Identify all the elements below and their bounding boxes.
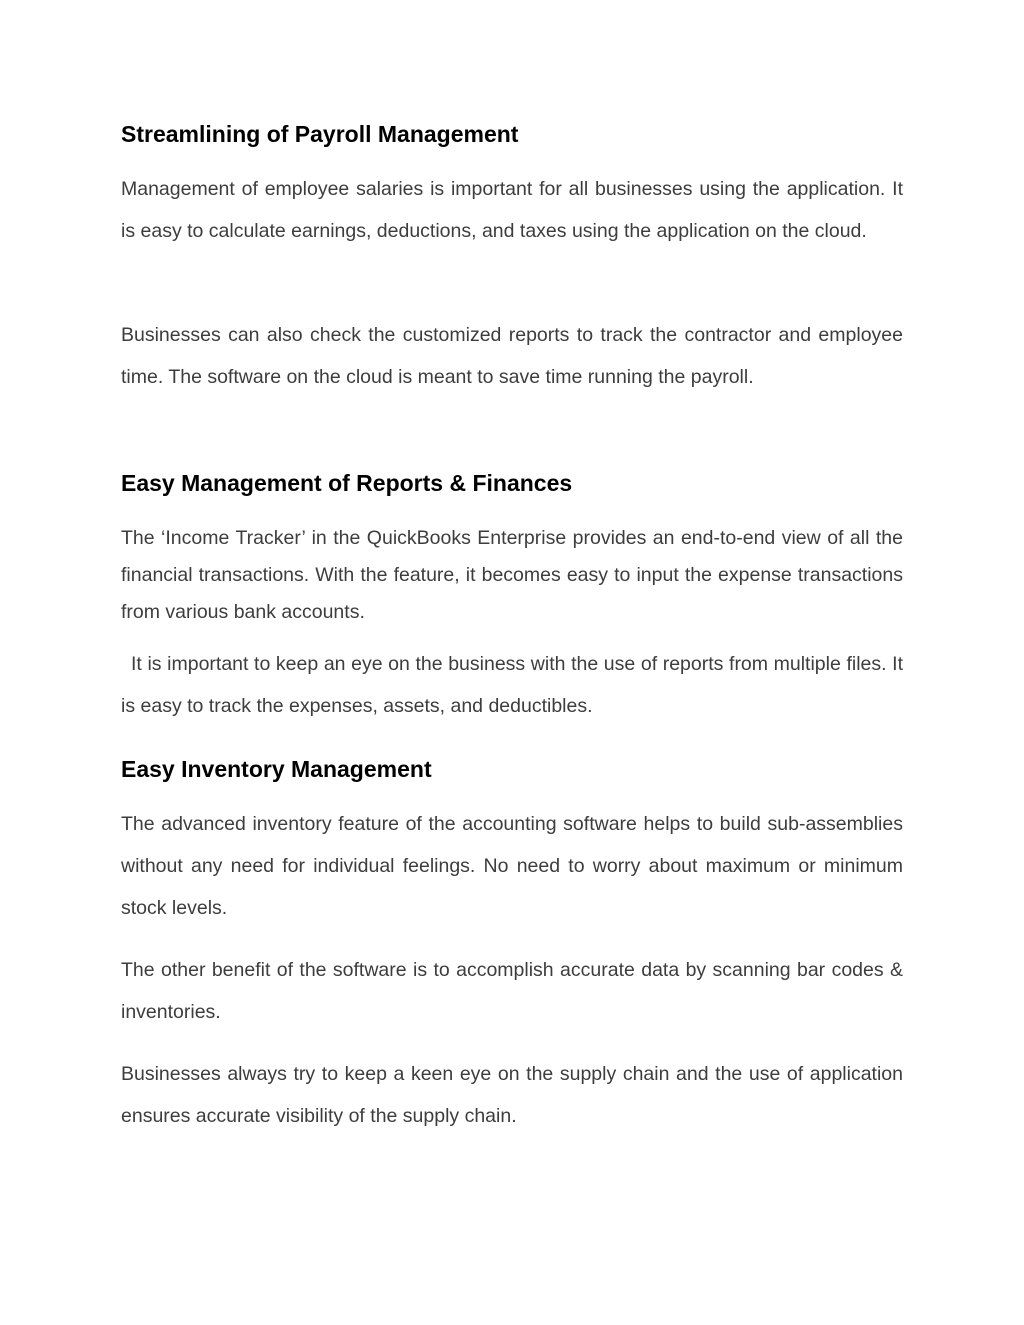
section-heading-reports: Easy Management of Reports & Finances	[121, 470, 573, 496]
paragraph-payroll-1: Management of employee salaries is important for all businesses using the application. It is easy to calculate earnings, deductions, and taxes using the application on the cloud.	[121, 178, 903, 242]
section-heading-inventory: Easy Inventory Management	[121, 756, 432, 782]
paragraph-inventory-3: Businesses always try to keep a keen eye on the supply chain and the use of application ensures accurate visibility of the supply chain.	[121, 1063, 903, 1127]
paragraph-inventory-1: The advanced inventory feature of the accounting software helps to build sub-assemblies without any need for individual feelings. No need to worry about maximum or minimum stock levels.	[121, 813, 903, 919]
paragraph-reports-1: The ‘Income Tracker’ in the QuickBooks Enterprise provides an end-to-end view of all the financial transactions. With the feature, it becomes easy to input the expense transactions from various bank accounts.	[121, 527, 903, 623]
paragraph-payroll-2: Businesses can also check the customized reports to track the contractor and employee time. The software on the cloud is meant to save time running the payroll.	[121, 324, 903, 388]
section-heading-payroll: Streamlining of Payroll Management	[121, 121, 519, 147]
paragraph-reports-2: It is important to keep an eye on the business with the use of reports from multiple files. It is easy to track the expenses, assets, and deductibles.	[121, 653, 903, 717]
paragraph-inventory-2: The other benefit of the software is to accomplish accurate data by scanning bar codes & inventories.	[121, 959, 903, 1023]
